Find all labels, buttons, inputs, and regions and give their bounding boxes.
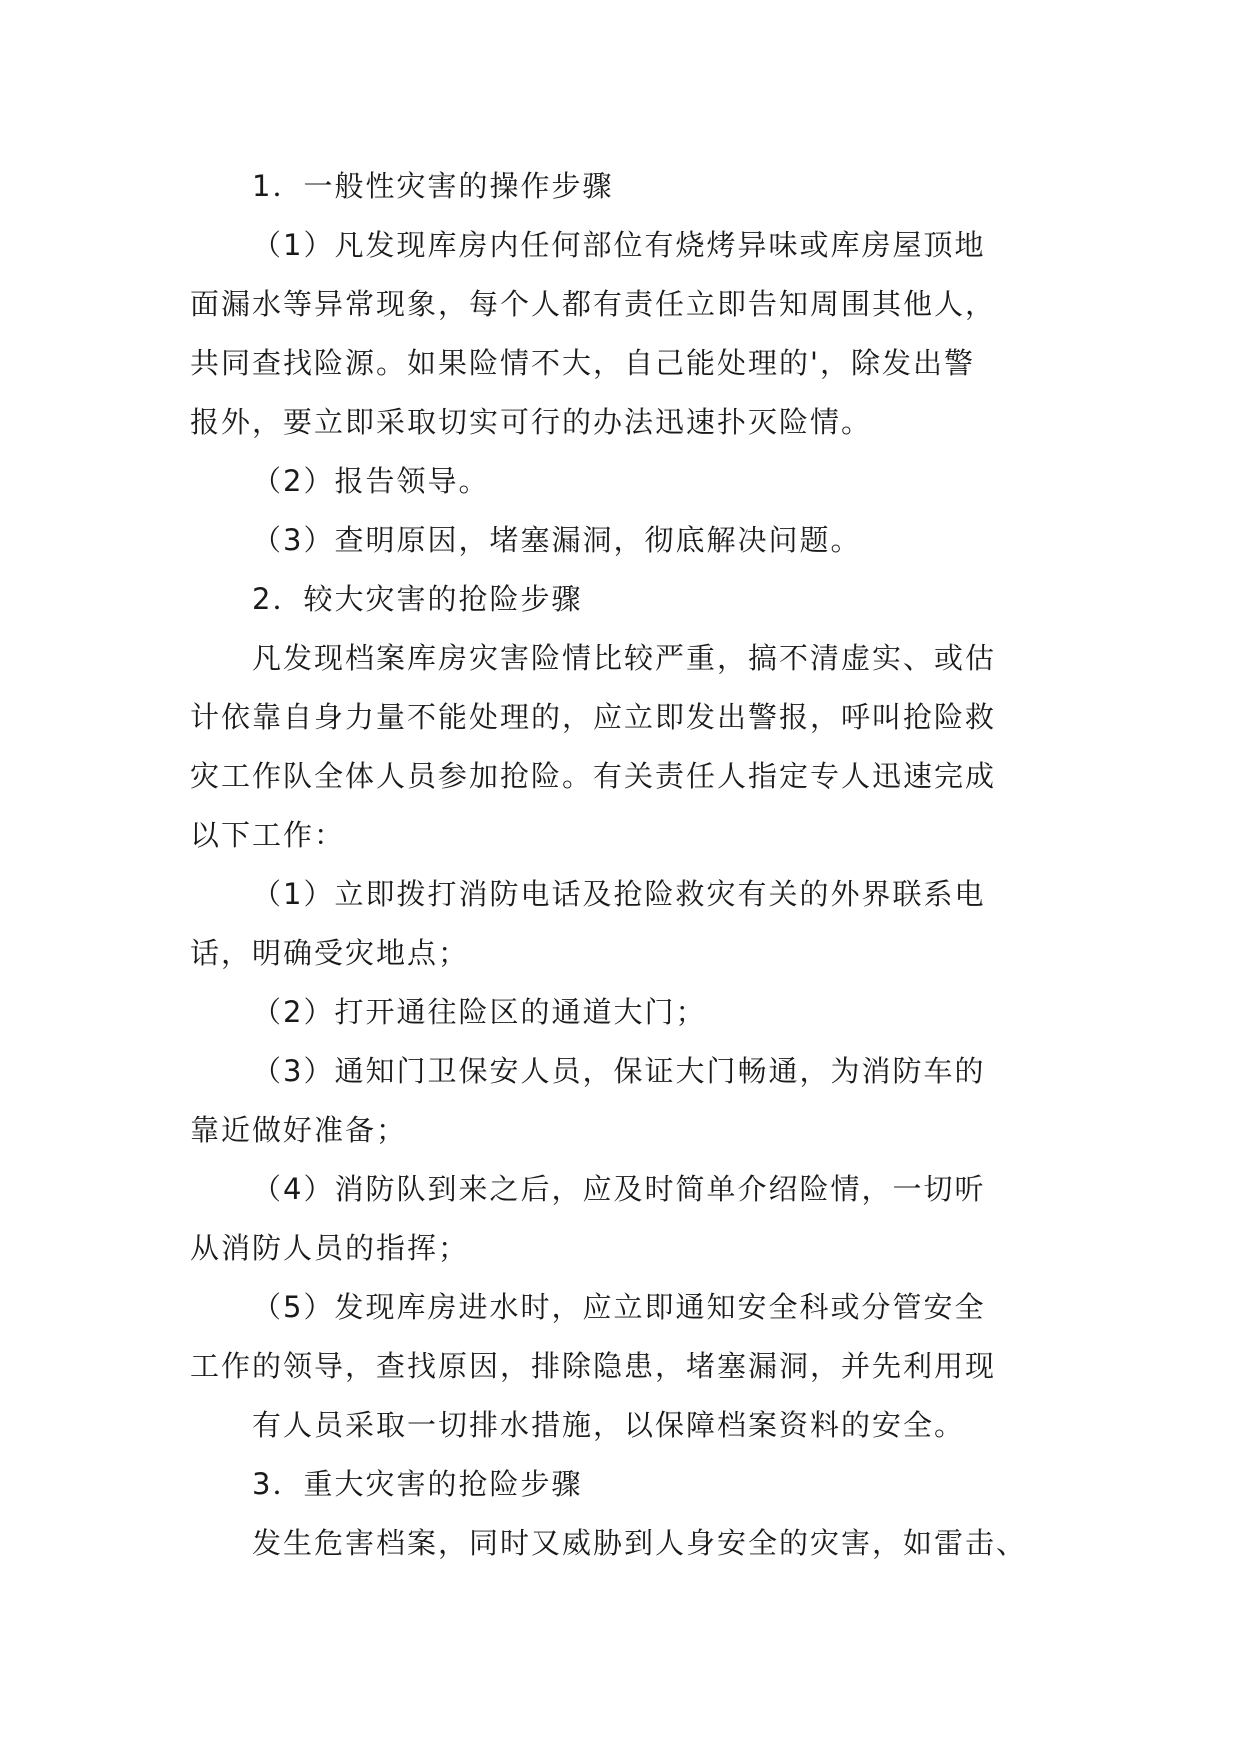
paragraph-line: 工作的领导，查找原因，排除隐患，堵塞漏洞，并先利用现 [190,1349,997,1383]
paragraph-line: 共同查找险源。如果险情不大，自己能处理的'，除发出警 [190,346,975,380]
paragraph-line: 发生危害档案，同时又威胁到人身安全的灾害，如雷击、 [252,1526,1028,1560]
paragraph-line: 计依靠自身力量不能处理的，应立即发出警报，呼叫抢险救 [190,700,997,734]
paragraph-line: 面漏水等异常现象，每个人都有责任立即告知周围其他人， [190,287,997,321]
paragraph-line: （2）打开通往险区的通道大门； [252,995,707,1029]
paragraph-line: （5）发现库房进水时，应立即通知安全科或分管安全 [252,1290,986,1324]
paragraph-line: （2）报告领导。 [252,464,490,498]
paragraph-line: 灾工作队全体人员参加抢险。有关责任人指定专人迅速完成 [190,759,997,793]
heading-general-disaster: 1．一般性灾害的操作步骤 [252,169,614,203]
paragraph-line: （1）立即拨打消防电话及抢险救灾有关的外界联系电 [252,877,986,911]
paragraph-line: 凡发现档案库房灾害险情比较严重，搞不清虚实、或估 [252,641,997,675]
heading-major-disaster: 2．较大灾害的抢险步骤 [252,582,583,616]
paragraph-line: 话，明确受灾地点； [190,936,470,970]
paragraph-line: 有人员采取一切排水措施，以保障档案资料的安全。 [252,1408,966,1442]
paragraph-line: 报外，要立即采取切实可行的办法迅速扑灭险情。 [190,405,873,439]
paragraph-line: （3）查明原因，堵塞漏洞，彻底解决问题。 [252,523,862,557]
paragraph-line: 靠近做好准备； [190,1113,408,1147]
paragraph-line: （1）凡发现库房内任何部位有烧烤异味或库房屋顶地 [252,228,986,262]
paragraph-line: （3）通知门卫保安人员，保证大门畅通，为消防车的 [252,1054,986,1088]
paragraph-line: 以下工作： [190,818,346,852]
paragraph-line: 从消防人员的指挥； [190,1231,470,1265]
paragraph-line: （4）消防队到来之后，应及时简单介绍险情，一切听 [252,1172,986,1206]
heading-severe-disaster: 3．重大灾害的抢险步骤 [252,1467,583,1501]
